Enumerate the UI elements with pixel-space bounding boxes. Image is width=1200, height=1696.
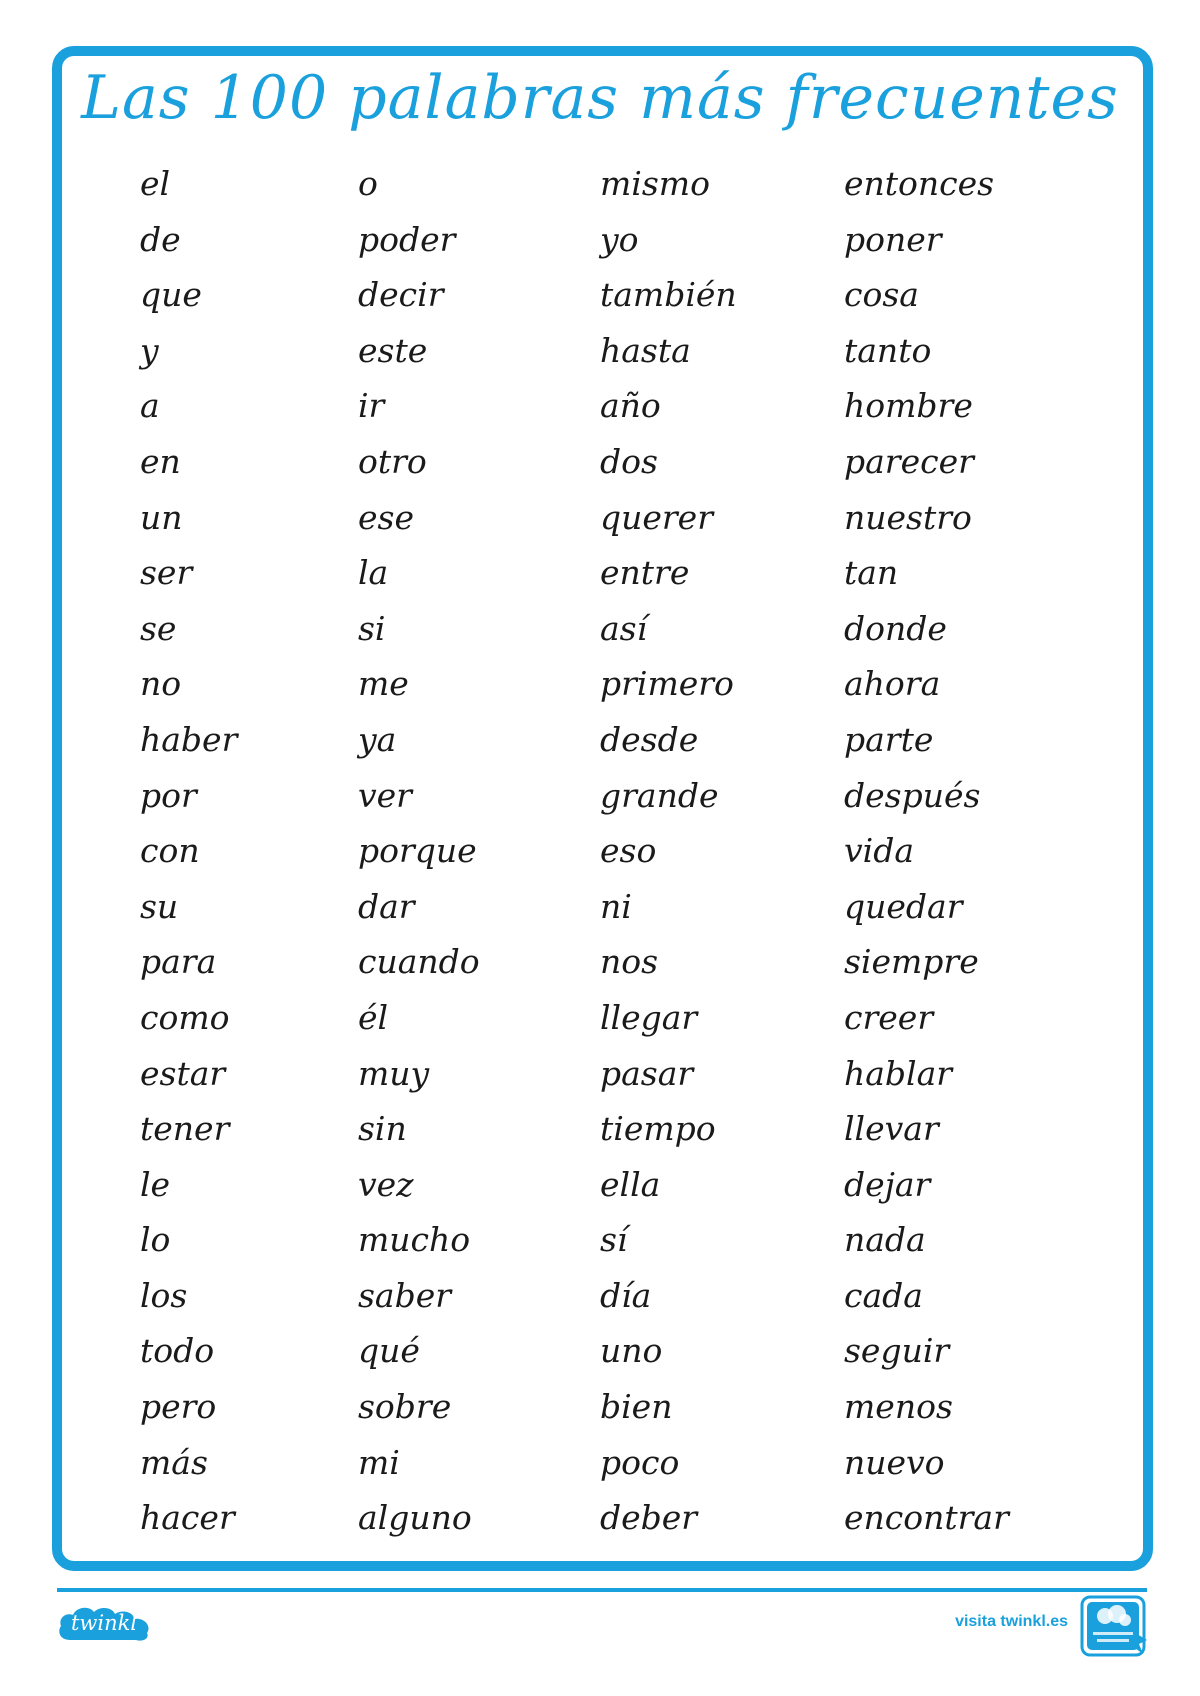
word-item: ir bbox=[358, 386, 385, 426]
word-item: ella bbox=[600, 1164, 661, 1204]
word-item: cada bbox=[844, 1275, 923, 1315]
word-item: llegar bbox=[600, 997, 698, 1037]
word-item: quedar bbox=[844, 886, 963, 926]
word-item: más bbox=[140, 1442, 208, 1482]
word-item: nada bbox=[844, 1220, 926, 1260]
word-item: querer bbox=[600, 497, 713, 537]
word-item: tener bbox=[140, 1109, 230, 1149]
word-item: llevar bbox=[844, 1109, 939, 1149]
word-item: deber bbox=[600, 1498, 698, 1538]
word-item: hombre bbox=[844, 386, 973, 426]
word-item: lo bbox=[140, 1220, 171, 1260]
word-item: menos bbox=[844, 1387, 953, 1427]
word-item: eso bbox=[600, 831, 657, 871]
word-item: el bbox=[140, 164, 171, 203]
word-item: hasta bbox=[600, 330, 691, 370]
word-item: nuevo bbox=[844, 1442, 945, 1482]
word-item: entonces bbox=[844, 164, 995, 203]
word-item: donde bbox=[844, 608, 947, 648]
word-item: sí bbox=[600, 1220, 628, 1260]
word-item: como bbox=[140, 997, 230, 1037]
word-item: uno bbox=[600, 1331, 663, 1371]
word-item: para bbox=[140, 942, 217, 982]
word-item: me bbox=[358, 664, 409, 704]
word-item: seguir bbox=[844, 1331, 950, 1371]
word-item: después bbox=[844, 775, 981, 815]
word-item: tanto bbox=[844, 330, 932, 370]
word-item: que bbox=[140, 275, 202, 315]
word-item: mismo bbox=[600, 164, 710, 203]
word-item: vez bbox=[358, 1164, 414, 1204]
word-item: todo bbox=[140, 1331, 215, 1371]
visit-link[interactable]: visita twinkl.es bbox=[955, 1613, 1068, 1630]
word-item: ser bbox=[140, 553, 193, 593]
word-column bbox=[358, 156, 600, 1546]
page-title: Las 100 palabras más frecuentes bbox=[81, 63, 1119, 133]
word-column bbox=[140, 156, 358, 1546]
word-item: grande bbox=[600, 775, 719, 815]
word-item: muy bbox=[358, 1053, 430, 1093]
logo-text: twinkl bbox=[70, 1611, 138, 1635]
word-item: alguno bbox=[358, 1498, 472, 1538]
word-item: saber bbox=[358, 1275, 452, 1315]
word-item: dar bbox=[358, 886, 415, 926]
word-item: la bbox=[358, 553, 389, 593]
word-column bbox=[844, 156, 1080, 1546]
word-item: así bbox=[600, 608, 648, 648]
word-item: mi bbox=[358, 1442, 400, 1482]
word-item: también bbox=[600, 275, 737, 315]
word-item: poder bbox=[358, 219, 456, 259]
word-item: porque bbox=[358, 831, 477, 871]
word-item: este bbox=[358, 330, 428, 370]
word-item: sobre bbox=[358, 1387, 452, 1427]
twinkl-logo bbox=[56, 1604, 154, 1642]
word-item: qué bbox=[358, 1331, 420, 1371]
word-item: desde bbox=[600, 719, 699, 759]
word-item: ahora bbox=[844, 664, 941, 704]
word-grid bbox=[140, 156, 1080, 1536]
word-item: entre bbox=[600, 553, 690, 593]
word-item: no bbox=[140, 664, 182, 704]
word-item: otro bbox=[358, 441, 427, 481]
quality-approved-badge-icon bbox=[1079, 1594, 1151, 1658]
word-item: si bbox=[358, 608, 386, 648]
word-column bbox=[600, 156, 844, 1546]
word-item: decir bbox=[358, 275, 444, 315]
word-item: tiempo bbox=[600, 1109, 716, 1149]
word-item: siempre bbox=[844, 942, 979, 982]
word-item: pero bbox=[140, 1387, 217, 1427]
word-item: creer bbox=[844, 997, 934, 1037]
word-item: parecer bbox=[844, 441, 974, 481]
word-item: yo bbox=[600, 219, 639, 259]
word-item: ya bbox=[358, 719, 397, 759]
word-item: cuando bbox=[358, 942, 480, 982]
word-item: ese bbox=[358, 497, 414, 537]
word-item: ni bbox=[600, 886, 632, 926]
word-item: año bbox=[600, 386, 661, 426]
word-item: mucho bbox=[358, 1220, 471, 1260]
word-item: y bbox=[140, 330, 159, 370]
word-item: se bbox=[140, 608, 177, 648]
word-item: bien bbox=[600, 1387, 673, 1427]
word-item: dos bbox=[600, 441, 658, 481]
word-item: haber bbox=[140, 719, 238, 759]
word-item: a bbox=[140, 386, 160, 426]
word-item: o bbox=[358, 164, 378, 203]
word-item: pasar bbox=[600, 1053, 694, 1093]
word-item: sin bbox=[358, 1109, 407, 1149]
word-item: de bbox=[140, 219, 181, 259]
word-item: le bbox=[140, 1164, 171, 1204]
word-item: nuestro bbox=[844, 497, 972, 537]
word-item: primero bbox=[600, 664, 734, 704]
word-item: tan bbox=[844, 553, 899, 593]
footer-divider bbox=[57, 1588, 1147, 1592]
word-item: por bbox=[140, 775, 197, 815]
word-item: en bbox=[140, 441, 181, 481]
word-item: poner bbox=[844, 219, 942, 259]
word-item: poco bbox=[600, 1442, 680, 1482]
word-item: día bbox=[600, 1275, 652, 1315]
word-item: su bbox=[140, 886, 179, 926]
word-item: vida bbox=[844, 831, 914, 871]
word-item: un bbox=[140, 497, 183, 537]
word-item: ver bbox=[358, 775, 412, 815]
word-item: hacer bbox=[140, 1498, 235, 1538]
word-item: cosa bbox=[844, 275, 919, 315]
word-item: los bbox=[140, 1275, 188, 1315]
word-item: estar bbox=[140, 1053, 226, 1093]
word-item: él bbox=[358, 997, 389, 1037]
word-item: dejar bbox=[844, 1164, 931, 1204]
word-item: parte bbox=[844, 719, 934, 759]
word-item: encontrar bbox=[844, 1498, 1009, 1538]
word-item: con bbox=[140, 831, 200, 871]
word-item: nos bbox=[600, 942, 659, 982]
word-item: hablar bbox=[844, 1053, 953, 1093]
